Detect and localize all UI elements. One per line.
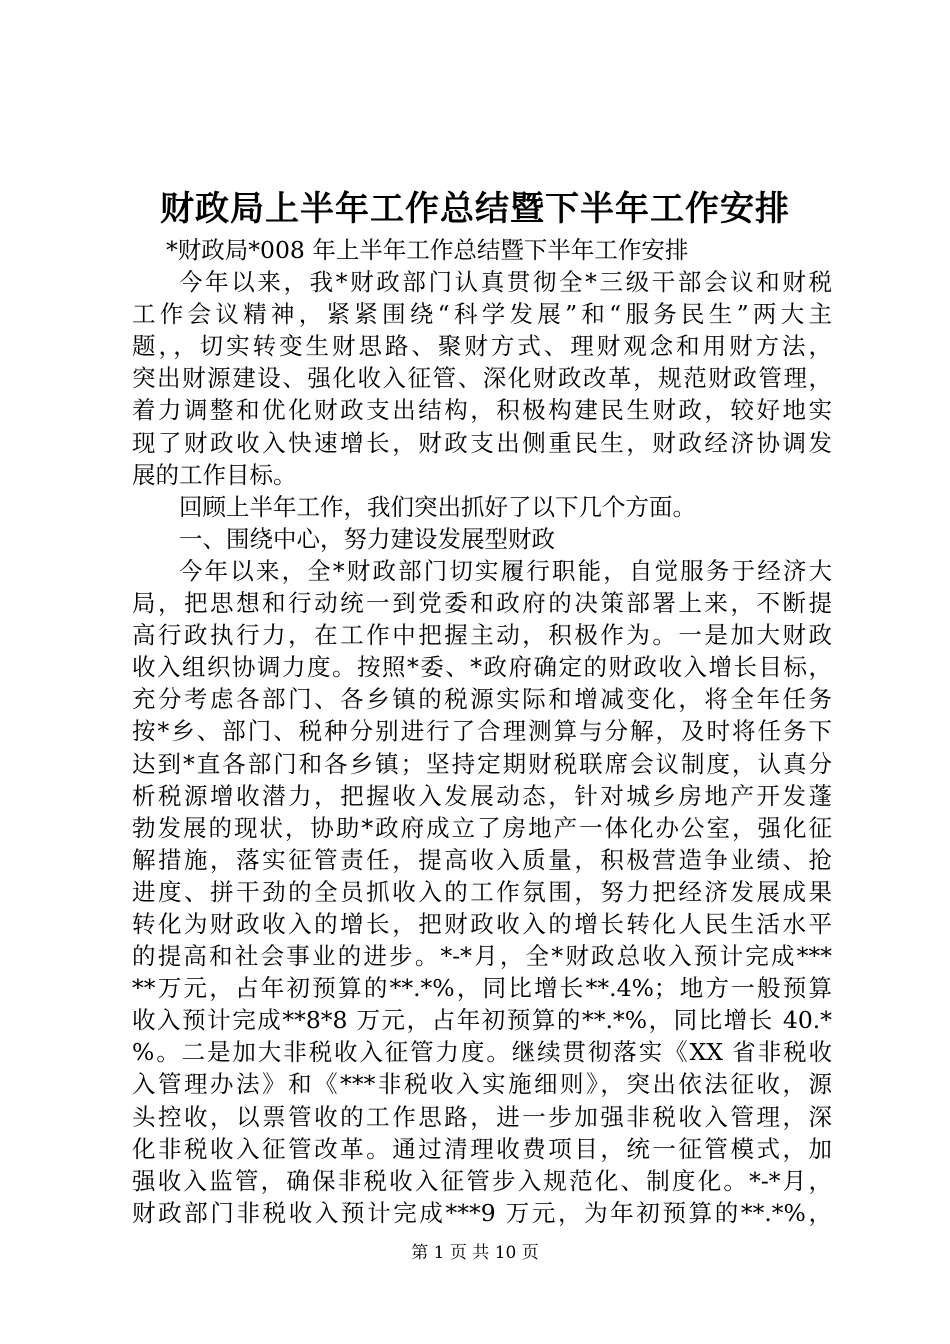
text-line: 展的工作目标。 bbox=[132, 460, 297, 489]
text-line: 回顾上半年工作，我们突出抓好了以下几个方面。 bbox=[179, 492, 696, 521]
text-line: **万元，占年初预算的**.*%，同比增长**.4%；地方一般预算 bbox=[132, 974, 832, 1003]
text-line: 析税源增收潜力，把握收入发展动态，针对城乡房地产开发蓬 bbox=[132, 781, 832, 810]
text-line: 勃发展的现状，协助*政府成立了房地产一体化办公室，强化征 bbox=[132, 813, 832, 842]
text-line: 按*乡、部门、税种分别进行了合理测算与分解，及时将任务下 bbox=[132, 717, 832, 746]
text-line: 工作会议精神，紧紧围绕“科学发展”和“服务民生”两大主 bbox=[132, 300, 832, 329]
document-subtitle: *财政局*008 年上半年工作总结暨下半年工作安排 bbox=[166, 236, 689, 264]
text-line: 今年以来，我*财政部门认真贯彻全*三级干部会议和财税 bbox=[179, 268, 832, 297]
text-line: 进度、拼干劲的全员抓收入的工作氛围，努力把经济发展成果 bbox=[132, 877, 832, 906]
text-line: 达到*直各部门和各乡镇；坚持定期财税联席会议制度，认真分 bbox=[132, 749, 832, 778]
text-line: 着力调整和优化财政支出结构，积极构建民生财政，较好地实 bbox=[132, 396, 832, 425]
text-line: 收入预计完成**8*8 万元，占年初预算的**.*%，同比增长 40.* bbox=[132, 1006, 832, 1035]
text-line: 局，把思想和行动统一到党委和政府的决策部署上来，不断提 bbox=[132, 589, 832, 618]
text-line: 强收入监管，确保非税收入征管步入规范化、制度化。*-*月， bbox=[132, 1166, 832, 1195]
text-line: 的提高和社会事业的进步。*-*月，全*财政总收入预计完成*** bbox=[132, 942, 832, 971]
text-line: 化非税收入征管改革。通过清理收费项目，统一征管模式，加 bbox=[132, 1134, 832, 1163]
page-footer: 第 1 页 共 10 页 bbox=[411, 1243, 539, 1263]
text-line: 解措施，落实征管责任，提高收入质量，积极营造争业绩、抢 bbox=[132, 845, 832, 874]
text-line: 一、围绕中心，努力建设发展型财政 bbox=[179, 524, 555, 553]
text-line: 头控收，以票管收的工作思路，进一步加强非税收入管理，深 bbox=[132, 1102, 832, 1131]
text-line: 今年以来，全*财政部门切实履行职能，自觉服务于经济大 bbox=[179, 556, 832, 585]
text-line: 财政部门非税收入预计完成***9 万元，为年初预算的**.*%， bbox=[132, 1198, 832, 1227]
text-line: 充分考虑各部门、各乡镇的税源实际和增减变化，将全年任务 bbox=[132, 685, 832, 714]
text-line: 高行政执行力，在工作中把握主动，积极作为。一是加大财政 bbox=[132, 621, 832, 650]
text-line: 转化为财政收入的增长，把财政收入的增长转化人民生活水平 bbox=[132, 909, 832, 938]
document-body bbox=[132, 234, 832, 1229]
document-title: 财政局上半年工作总结暨下半年工作安排 bbox=[160, 189, 790, 229]
text-line: 现了财政收入快速增长，财政支出侧重民生，财政经济协调发 bbox=[132, 428, 832, 457]
text-line: 收入组织协调力度。按照*委、*政府确定的财政收入增长目标， bbox=[132, 653, 832, 682]
text-line: 突出财源建设、强化收入征管、深化财政改革，规范财政管理， bbox=[132, 364, 832, 393]
text-line: 入管理办法》和《***非税收入实施细则》，突出依法征收，源 bbox=[132, 1070, 832, 1099]
text-line: %。二是加大非税收入征管力度。继续贯彻落实《XX 省非税收 bbox=[132, 1038, 832, 1067]
text-line: 题，，切实转变生财思路、聚财方式、理财观念和用财方法， bbox=[132, 332, 832, 361]
